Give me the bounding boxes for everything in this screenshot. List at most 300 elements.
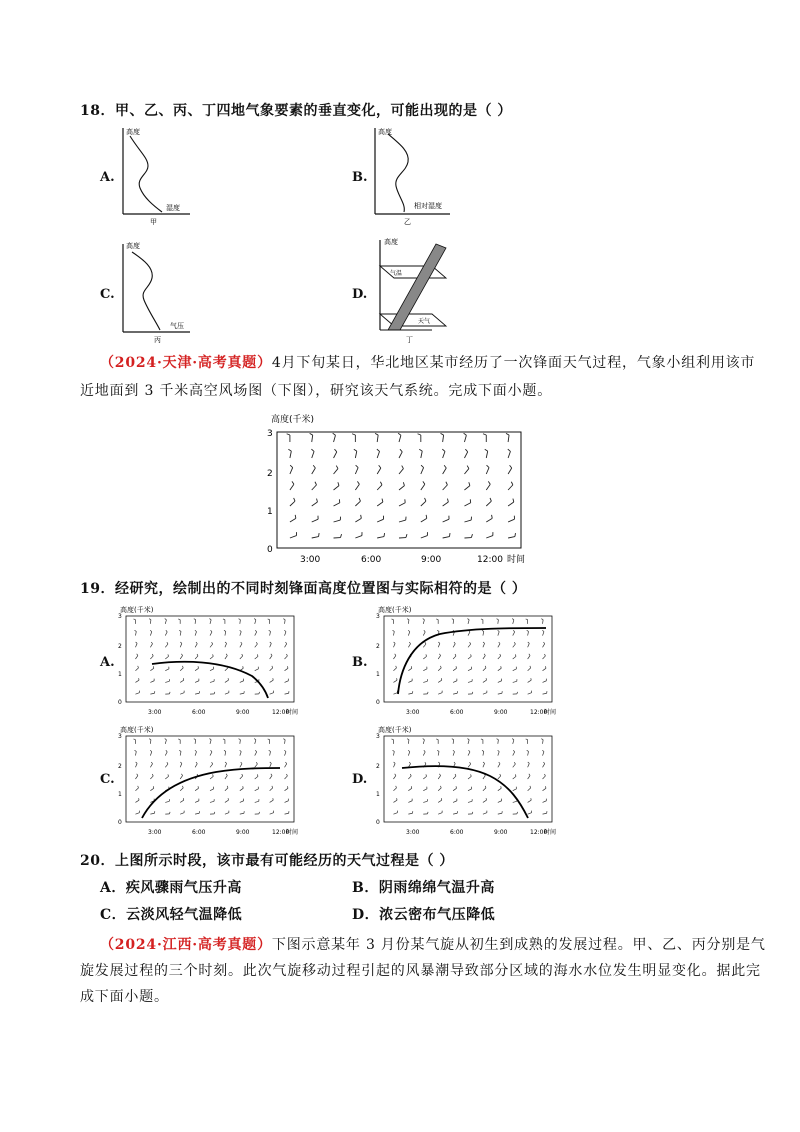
wind-xtick-9: 9:00 <box>421 555 442 565</box>
q19-barb <box>149 619 151 624</box>
q19-barb <box>528 642 530 647</box>
main-barb <box>355 481 359 490</box>
q19-option-c-chart <box>112 722 302 842</box>
q18-d-place: 丁 <box>406 336 413 344</box>
q19-barb <box>453 654 456 659</box>
main-barb <box>419 449 422 458</box>
q19-barb <box>498 630 500 635</box>
q19-barb <box>285 642 287 647</box>
q19-barb <box>135 666 138 671</box>
q19-barb <box>423 787 427 791</box>
q19-barb <box>543 786 546 790</box>
q19-chart-barbs <box>133 619 288 695</box>
q18-d-plane-top: 气温 <box>390 270 403 277</box>
main-barb <box>464 433 467 442</box>
wind-ytick-3: 3 <box>267 429 273 439</box>
q19-barb <box>270 774 272 779</box>
wind-barbs <box>287 433 516 538</box>
q19-barb <box>150 762 152 767</box>
main-barb <box>377 449 380 458</box>
q19-barb <box>194 619 196 624</box>
q19-barb <box>210 630 212 635</box>
q19-chart-ytick: 1 <box>376 671 380 678</box>
question-20-stem: 20．上图所示时段，该市最有可能经历的天气过程是（ ） <box>80 853 454 869</box>
q19-barb <box>513 787 517 791</box>
q19-chart-xtick: 12:00 <box>272 709 290 716</box>
q19-barb <box>283 739 285 744</box>
q19-barb <box>285 679 289 683</box>
q19-barb <box>285 691 289 694</box>
q19-barb <box>240 811 244 814</box>
wind-ytick-0: 0 <box>267 545 273 555</box>
q19-chart-ytick: 0 <box>376 819 380 826</box>
q19-barb <box>408 750 410 755</box>
q19-barb <box>453 750 455 755</box>
q19-barb <box>133 739 135 744</box>
main-barb <box>355 515 361 522</box>
q19-barb <box>269 750 271 755</box>
q19-barb <box>453 774 456 779</box>
q18-option-d-letter: D. <box>352 287 368 302</box>
q19-barb <box>468 630 470 635</box>
q19-barb <box>438 786 441 791</box>
q19-barb <box>165 774 168 779</box>
q19-barb <box>543 642 545 647</box>
wind-chart-ylabel: 高度(千米) <box>271 415 315 425</box>
q19-option-d-letter: D. <box>352 772 368 787</box>
q19-barb <box>240 786 243 790</box>
q19-barb <box>483 786 486 791</box>
main-barb <box>399 534 407 538</box>
q19-barb <box>393 630 395 635</box>
q19-barb <box>285 654 288 659</box>
q19-barb <box>135 774 137 779</box>
main-barb <box>443 499 449 506</box>
main-barb <box>355 498 360 506</box>
main-barb <box>486 498 491 506</box>
q19-chart-ytick: 1 <box>118 671 122 678</box>
main-barb <box>443 482 448 490</box>
q19-barb <box>498 679 502 683</box>
q19-barb <box>483 678 487 682</box>
q19-barb <box>270 654 272 659</box>
q19-barb <box>240 774 243 779</box>
q19-barb <box>165 750 167 755</box>
q19-barb <box>423 774 426 779</box>
q19-barb <box>513 774 516 779</box>
q18-d-ylabel: 高度 <box>384 238 398 246</box>
q19-barb <box>254 619 256 624</box>
q19-barb <box>542 630 544 635</box>
q19-barb <box>513 630 515 635</box>
q19-barb <box>408 811 412 814</box>
main-barb <box>312 533 319 538</box>
q19-barb <box>468 812 473 814</box>
q19-barb <box>284 750 286 755</box>
q19-barb <box>527 630 529 635</box>
q19-barb <box>498 691 502 694</box>
q19-barb <box>225 811 229 815</box>
q19-chart-ylabel: 高度(千米) <box>120 726 154 734</box>
q19-barb <box>498 786 501 790</box>
q19-barb <box>468 692 473 694</box>
q19-chart-xunit: 时间 <box>286 709 299 716</box>
q19-barb <box>150 774 153 779</box>
q19-barb <box>195 786 198 790</box>
q19-barb <box>423 642 426 647</box>
q19-barb <box>423 799 427 802</box>
q19-barb <box>270 762 272 767</box>
q19-barb <box>513 750 515 755</box>
q19-barb <box>513 667 517 671</box>
q19-barb <box>135 798 139 802</box>
q19-barb <box>528 666 531 671</box>
q19-barb <box>149 739 151 744</box>
q19-barb <box>179 630 181 635</box>
q19-chart-barbs <box>391 739 546 815</box>
main-barb <box>506 433 509 442</box>
question-18-stem: 18．甲、乙、丙、丁四地气象要素的垂直变化，可能出现的是（ ） <box>80 103 512 119</box>
q19-chart-barbs <box>133 739 288 815</box>
q19-barb <box>240 691 244 694</box>
main-barb <box>312 482 317 490</box>
q19-barb <box>150 642 152 647</box>
main-barb <box>312 465 316 474</box>
q19-chart-ytick: 2 <box>376 643 380 650</box>
q19-barb <box>255 799 259 802</box>
q18-option-b-graph <box>370 122 460 228</box>
q19-barb <box>408 666 411 670</box>
q19-barb <box>497 619 499 624</box>
main-barb <box>375 433 378 442</box>
q19-barb <box>393 642 395 647</box>
q19-barb <box>178 619 180 624</box>
q19-barb <box>497 739 499 744</box>
q19-barb <box>150 679 154 683</box>
main-barb <box>399 499 405 506</box>
q19-chart-ylabel: 高度(千米) <box>120 606 154 614</box>
q19-barb <box>239 619 241 624</box>
main-barb <box>486 465 489 474</box>
q19-barb <box>268 739 270 744</box>
q19-barb <box>270 811 274 815</box>
q18-option-b-letter: B. <box>352 170 368 185</box>
main-barb <box>442 449 445 458</box>
q19-barb <box>180 654 182 659</box>
q19-barb <box>393 654 395 659</box>
q19-chart-xtick: 3:00 <box>406 829 420 836</box>
q20-option-b: B．阴雨绵绵气温升高 <box>352 880 495 896</box>
q19-barb <box>150 630 152 635</box>
q19-barb <box>255 692 260 694</box>
q19-barb <box>194 739 196 744</box>
q19-barb <box>165 692 170 694</box>
q19-option-b-chart <box>370 602 560 722</box>
q19-barb <box>150 750 152 755</box>
q19-barb <box>423 812 428 814</box>
q19-barb <box>195 654 198 659</box>
q19-barb <box>150 691 154 694</box>
main-barb <box>355 532 362 538</box>
main-barb <box>464 449 467 458</box>
q19-barb <box>468 667 472 671</box>
main-barb <box>312 499 318 506</box>
source-tag-jiangxi: （2024·江西·高考真题） <box>100 937 272 953</box>
q19-barb <box>285 811 289 814</box>
q19-barb <box>133 619 135 624</box>
q19-barb <box>135 678 139 682</box>
main-barb <box>311 449 314 458</box>
q19-barb <box>436 739 438 744</box>
q19-barb <box>165 679 169 682</box>
q19-barb <box>541 619 543 624</box>
intro-2024-jiangxi-line1 <box>100 932 766 958</box>
q19-barb <box>225 654 227 659</box>
q19-barb <box>513 762 516 767</box>
q20-option-c: C．云淡风轻气温降低 <box>100 907 243 923</box>
q18-option-c-letter: C. <box>100 287 115 302</box>
main-barb <box>441 433 444 442</box>
main-barb <box>421 465 424 474</box>
q19-barb <box>393 774 395 779</box>
q19-barb <box>393 811 397 815</box>
q18-c-ylabel: 高度 <box>126 242 140 250</box>
q19-barb <box>393 762 395 767</box>
q19-barb <box>482 750 484 755</box>
q19-barb <box>423 667 427 671</box>
main-barb <box>418 434 421 442</box>
q19-chart-xunit: 时间 <box>286 829 299 836</box>
q19-barb <box>180 798 184 802</box>
q19-barb <box>436 619 438 624</box>
q19-chart-xtick: 12:00 <box>530 829 548 836</box>
main-barb <box>508 482 513 490</box>
q19-barb <box>527 750 529 755</box>
q19-chart-xtick: 9:00 <box>494 709 508 716</box>
main-barb <box>508 449 511 458</box>
main-barb <box>377 465 381 474</box>
q19-barb <box>468 787 472 791</box>
q19-barb <box>498 666 501 670</box>
q19-barb <box>210 774 213 779</box>
main-barb <box>508 465 512 474</box>
q19-barb <box>438 654 440 659</box>
q19-barb <box>285 666 288 670</box>
q19-chart-ytick: 2 <box>118 643 122 650</box>
q19-option-a-chart <box>112 602 302 722</box>
q19-barb <box>453 666 456 670</box>
q19-barb <box>255 642 258 647</box>
q19-barb <box>453 786 456 790</box>
main-barb <box>288 449 291 458</box>
q19-chart-ylabel: 高度(千米) <box>378 606 412 614</box>
main-barb <box>443 516 449 522</box>
q19-barb <box>223 739 225 744</box>
main-barb <box>287 434 290 442</box>
q19-barb <box>255 750 257 755</box>
q19-barb <box>467 619 469 624</box>
q19-barb <box>498 774 501 779</box>
q19-barb <box>254 739 256 744</box>
main-barb <box>483 434 486 442</box>
main-barb <box>464 534 472 538</box>
q19-barb <box>513 812 518 814</box>
q19-barb <box>165 762 168 767</box>
q19-barb <box>239 739 241 744</box>
intro1-text: 4月下旬某日，华北地区某市经历了一次锋面天气过程，气象小组利用该市 <box>271 355 756 371</box>
main-barb <box>334 534 342 538</box>
q19-barb <box>467 739 469 744</box>
q19-barb <box>453 811 457 814</box>
q19-barb <box>453 679 457 683</box>
main-barb <box>464 482 469 490</box>
q19-barb <box>468 679 472 682</box>
q19-chart-ytick: 3 <box>376 733 380 740</box>
q19-barb <box>285 762 287 767</box>
main-barb <box>312 516 318 522</box>
q19-barb <box>483 654 485 659</box>
wind-field-chart <box>255 410 545 570</box>
q19-chart-xtick: 9:00 <box>236 829 250 836</box>
q19-barb <box>512 739 514 744</box>
intro-2024-jiangxi-line2: 旋发展过程的三个时刻。此次气旋移动过程引起的风暴潮导致部分区域的海水水位发生明显变化。据此完 <box>80 963 761 979</box>
q19-barb <box>423 739 425 744</box>
q19-barb <box>195 642 197 647</box>
q19-barb <box>180 811 184 815</box>
q19-barb <box>135 750 137 755</box>
q19-barb <box>225 691 229 695</box>
q19-barb <box>209 619 211 624</box>
main-barb <box>464 499 470 506</box>
q19-barb <box>270 666 273 671</box>
q19-barb <box>240 799 244 803</box>
q19-chart-xtick: 3:00 <box>406 709 420 716</box>
q19-barb <box>210 762 213 767</box>
main-barb <box>399 482 404 490</box>
q19-barb <box>210 750 212 755</box>
q19-barb <box>528 774 530 779</box>
q19-barb <box>408 691 412 694</box>
q19-barb <box>223 619 225 624</box>
q19-barb <box>195 691 199 694</box>
main-barb <box>485 449 488 458</box>
q19-chart-ylabel: 高度(千米) <box>378 726 412 734</box>
q19-barb <box>210 787 214 791</box>
q19-barb <box>210 667 214 671</box>
q19-barb <box>423 630 425 635</box>
q19-barb <box>423 692 428 694</box>
main-barb <box>421 481 425 490</box>
main-barb <box>334 499 340 506</box>
q19-chart-ytick: 2 <box>118 763 122 770</box>
q19-barb <box>285 774 288 779</box>
q19-barb <box>438 774 440 779</box>
q19-barb <box>270 798 274 802</box>
q19-barb <box>513 654 516 659</box>
q19-barb <box>438 811 442 815</box>
q19-barb <box>513 692 518 694</box>
q18-option-a-letter: A. <box>100 170 115 185</box>
q19-barb <box>195 666 198 670</box>
q19-barb <box>225 798 229 802</box>
q19-barb <box>240 630 242 635</box>
q19-barb <box>407 739 409 744</box>
main-barb <box>290 532 297 538</box>
q19-barb <box>165 619 167 624</box>
q19-barb <box>210 812 215 814</box>
wind-xunit: 时间 <box>507 555 526 565</box>
main-barb <box>290 498 295 506</box>
q19-barb <box>180 666 183 671</box>
q19-barb <box>150 666 153 670</box>
q19-barb <box>513 679 517 682</box>
q18-a-ylabel: 高度 <box>126 128 140 136</box>
q19-barb <box>423 679 427 682</box>
q19-barb <box>393 691 397 695</box>
q19-barb <box>482 630 484 635</box>
q18-a-xlabel: 湿度 <box>166 204 180 212</box>
main-barb <box>486 481 490 490</box>
intro-2024-tianjin-line1 <box>100 350 755 376</box>
main-barb <box>421 515 427 522</box>
q18-b-place: 乙 <box>404 218 411 226</box>
q19-barb <box>393 750 395 755</box>
q19-barb <box>408 799 412 803</box>
q19-barb <box>135 762 137 767</box>
main-barb <box>355 465 358 474</box>
main-barb <box>352 434 355 442</box>
q19-barb <box>225 678 229 682</box>
main-barb <box>464 466 468 474</box>
main-barb <box>377 482 382 490</box>
q19-chart-ytick: 3 <box>118 733 122 740</box>
q19-barb <box>195 811 199 814</box>
q19-barb <box>543 762 545 767</box>
q19-barb <box>224 750 226 755</box>
q19-barb <box>498 654 501 659</box>
wind-xtick-3: 3:00 <box>300 555 321 565</box>
q19-barb <box>391 739 393 744</box>
q19-barb <box>255 812 260 814</box>
q19-barb <box>178 739 180 744</box>
q19-barb <box>483 811 487 815</box>
q18-option-a-graph <box>118 122 198 228</box>
q19-option-b-letter: B. <box>352 655 368 670</box>
main-barb <box>377 516 383 522</box>
q19-barb <box>180 774 182 779</box>
q19-barb <box>165 667 169 671</box>
q19-barb <box>543 811 547 814</box>
q19-barb <box>240 762 242 767</box>
q19-barb <box>528 811 532 815</box>
main-barb <box>334 449 337 458</box>
q19-barb <box>438 642 440 647</box>
q19-chart-ytick: 0 <box>118 819 122 826</box>
q19-barb <box>468 750 470 755</box>
q19-chart-ytick: 3 <box>376 613 380 620</box>
q19-barb <box>224 630 226 635</box>
main-barb <box>290 481 294 490</box>
q19-barb <box>483 798 487 802</box>
q19-barb <box>526 619 528 624</box>
question-19-stem: 19．经研究，绘制出的不同时刻锋面高度位置图与实际相符的是（ ） <box>80 581 527 597</box>
q19-barb <box>408 774 411 779</box>
q19-barb <box>542 750 544 755</box>
q19-barb <box>150 786 153 790</box>
q19-barb <box>270 642 272 647</box>
main-barb <box>486 532 493 538</box>
q19-barb <box>528 762 530 767</box>
